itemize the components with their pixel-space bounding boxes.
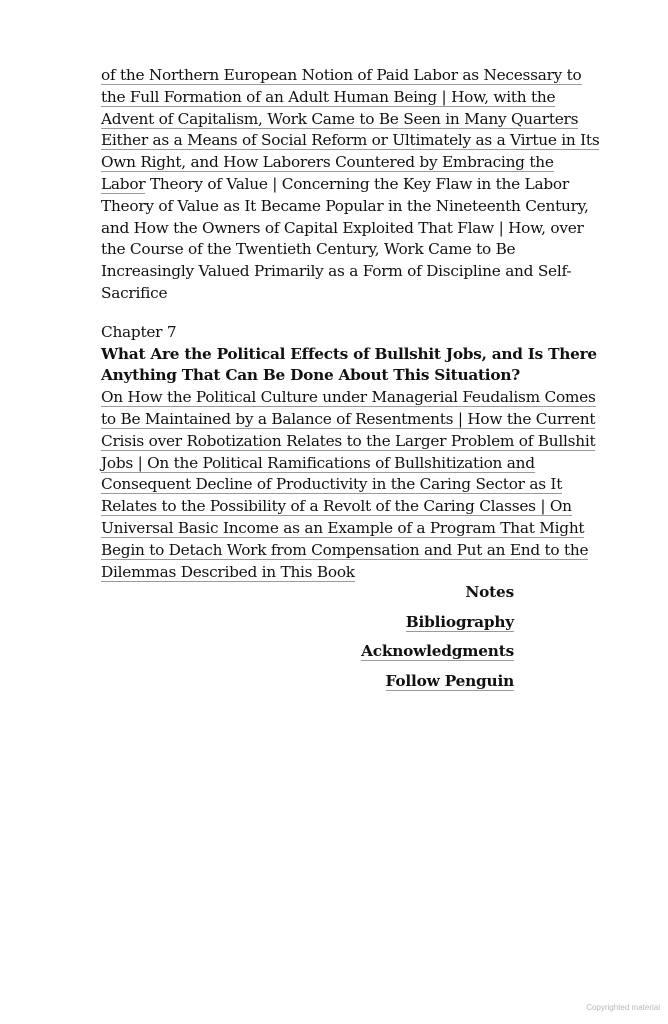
chapter-label: Chapter 7 <box>101 322 177 341</box>
endmatter-list <box>300 578 514 696</box>
copyright-watermark: Copyrighted material <box>586 1003 660 1012</box>
acknowledgments-link[interactable] <box>300 637 514 667</box>
acknowledgments-label[interactable]: Acknowledgments <box>361 642 514 660</box>
notes-label: Notes <box>465 583 514 601</box>
chapter-summary <box>101 387 601 583</box>
bibliography-label[interactable]: Bibliography <box>405 612 514 631</box>
toc-summary-link[interactable]: of the Northern European Notion of Paid Labor as Necessary to the Full Formation of an Adult Human Being | How, with the Advent of Capitalism, Work Came to Be Seen in Many Quarters Either as a Means of Social Reform or Ultimately as a Virtue in Its Own Right, and How Laborers Countered by Embracing the Labor <box>101 66 600 193</box>
toc-previous-chapter-summary <box>101 65 601 305</box>
toc-summary-text: Theory of Value | Concerning the Key Flaw in the Labor Theory of Value as It Became Popular in the Nineteenth Century, and How the Owners of Capital Exploited That Flaw | How, over the Course of the Twentieth Century, Work Came to Be Increasingly Valued Primarily as a Form of Discipline and Self-Sacrifice <box>101 174 589 302</box>
follow-penguin-link[interactable] <box>300 667 514 697</box>
follow-penguin-label[interactable]: Follow Penguin <box>385 671 514 690</box>
toc-content <box>101 65 601 583</box>
chapter-title: What Are the Political Effects of Bullshit Jobs, and Is There Anything That Can Be Done About This Situation? <box>101 344 597 385</box>
bibliography-link[interactable] <box>300 608 514 638</box>
chapter-summary-link[interactable]: On How the Political Culture under Managerial Feudalism Comes to Be Maintained by a Balance of Resentments | How the Current Crisis over Robotization Relates to the Larger Problem of Bullshit Jobs | On the Political Ramifications of Bullshitization and Consequent Decline of Productivity in the Caring Sector as It Relates to the Possibility of a Revolt of the Caring Classes | On Universal Basic Income as an Example of a Program That Might Begin to Detach Work from Compensation and Put an End to the Dilemmas Described in This Book <box>101 388 596 581</box>
notes-heading <box>300 578 514 608</box>
